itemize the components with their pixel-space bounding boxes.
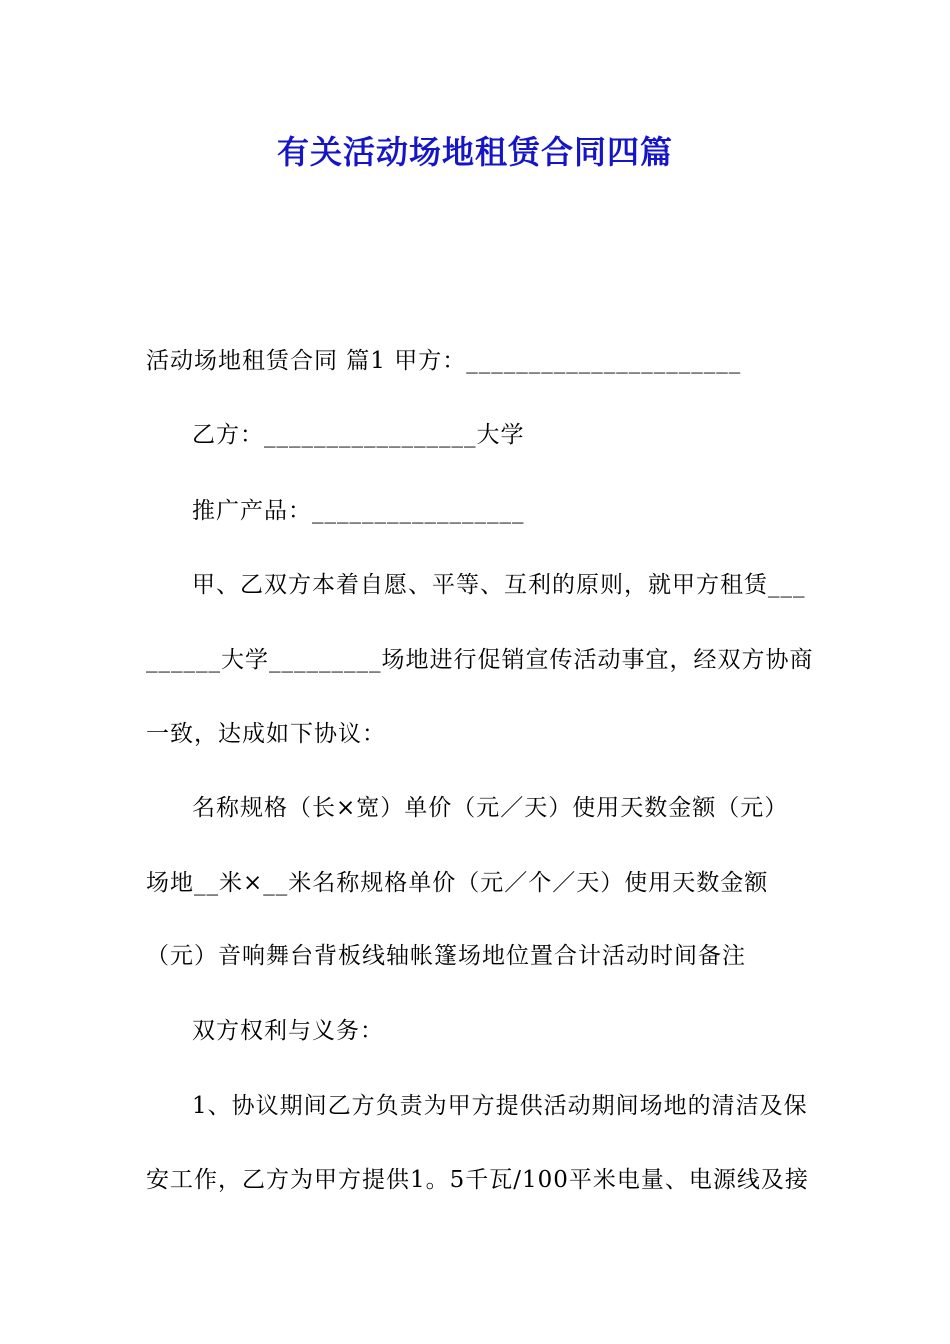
paragraph-line-party-b: 乙方：_________________大学 xyxy=(192,422,525,448)
paragraph-line-heading: 活动场地租赁合同 篇1 甲方：______________________ xyxy=(146,348,742,374)
paragraph-line: ______大学_________场地进行促销宣传活动事宜，经双方协商 xyxy=(146,647,814,673)
paragraph-line: 安工作，乙方为甲方提供1。5千瓦/100平米电量、电源线及接 xyxy=(146,1167,809,1193)
paragraph-line: 一致，达成如下协议： xyxy=(146,721,386,747)
document-title: 有关活动场地租赁合同四篇 xyxy=(276,133,673,171)
paragraph-line: 1、协议期间乙方负责为甲方提供活动期间场地的清洁及保 xyxy=(192,1093,808,1119)
paragraph-line: 场地__米×__米名称规格单价（元／个／天）使用天数金额 xyxy=(146,870,769,896)
paragraph-line: 甲、乙双方本着自愿、平等、互利的原则，就甲方租赁___ xyxy=(192,572,806,598)
paragraph-line: （元）音响舞台背板线轴帐篷场地位置合计活动时间备注 xyxy=(146,943,746,969)
paragraph-line: 名称规格（长×宽）单价（元／天）使用天数金额（元） xyxy=(192,795,789,821)
paragraph-line-product: 推广产品：_________________ xyxy=(192,498,525,524)
section-heading: 双方权利与义务： xyxy=(192,1018,384,1044)
